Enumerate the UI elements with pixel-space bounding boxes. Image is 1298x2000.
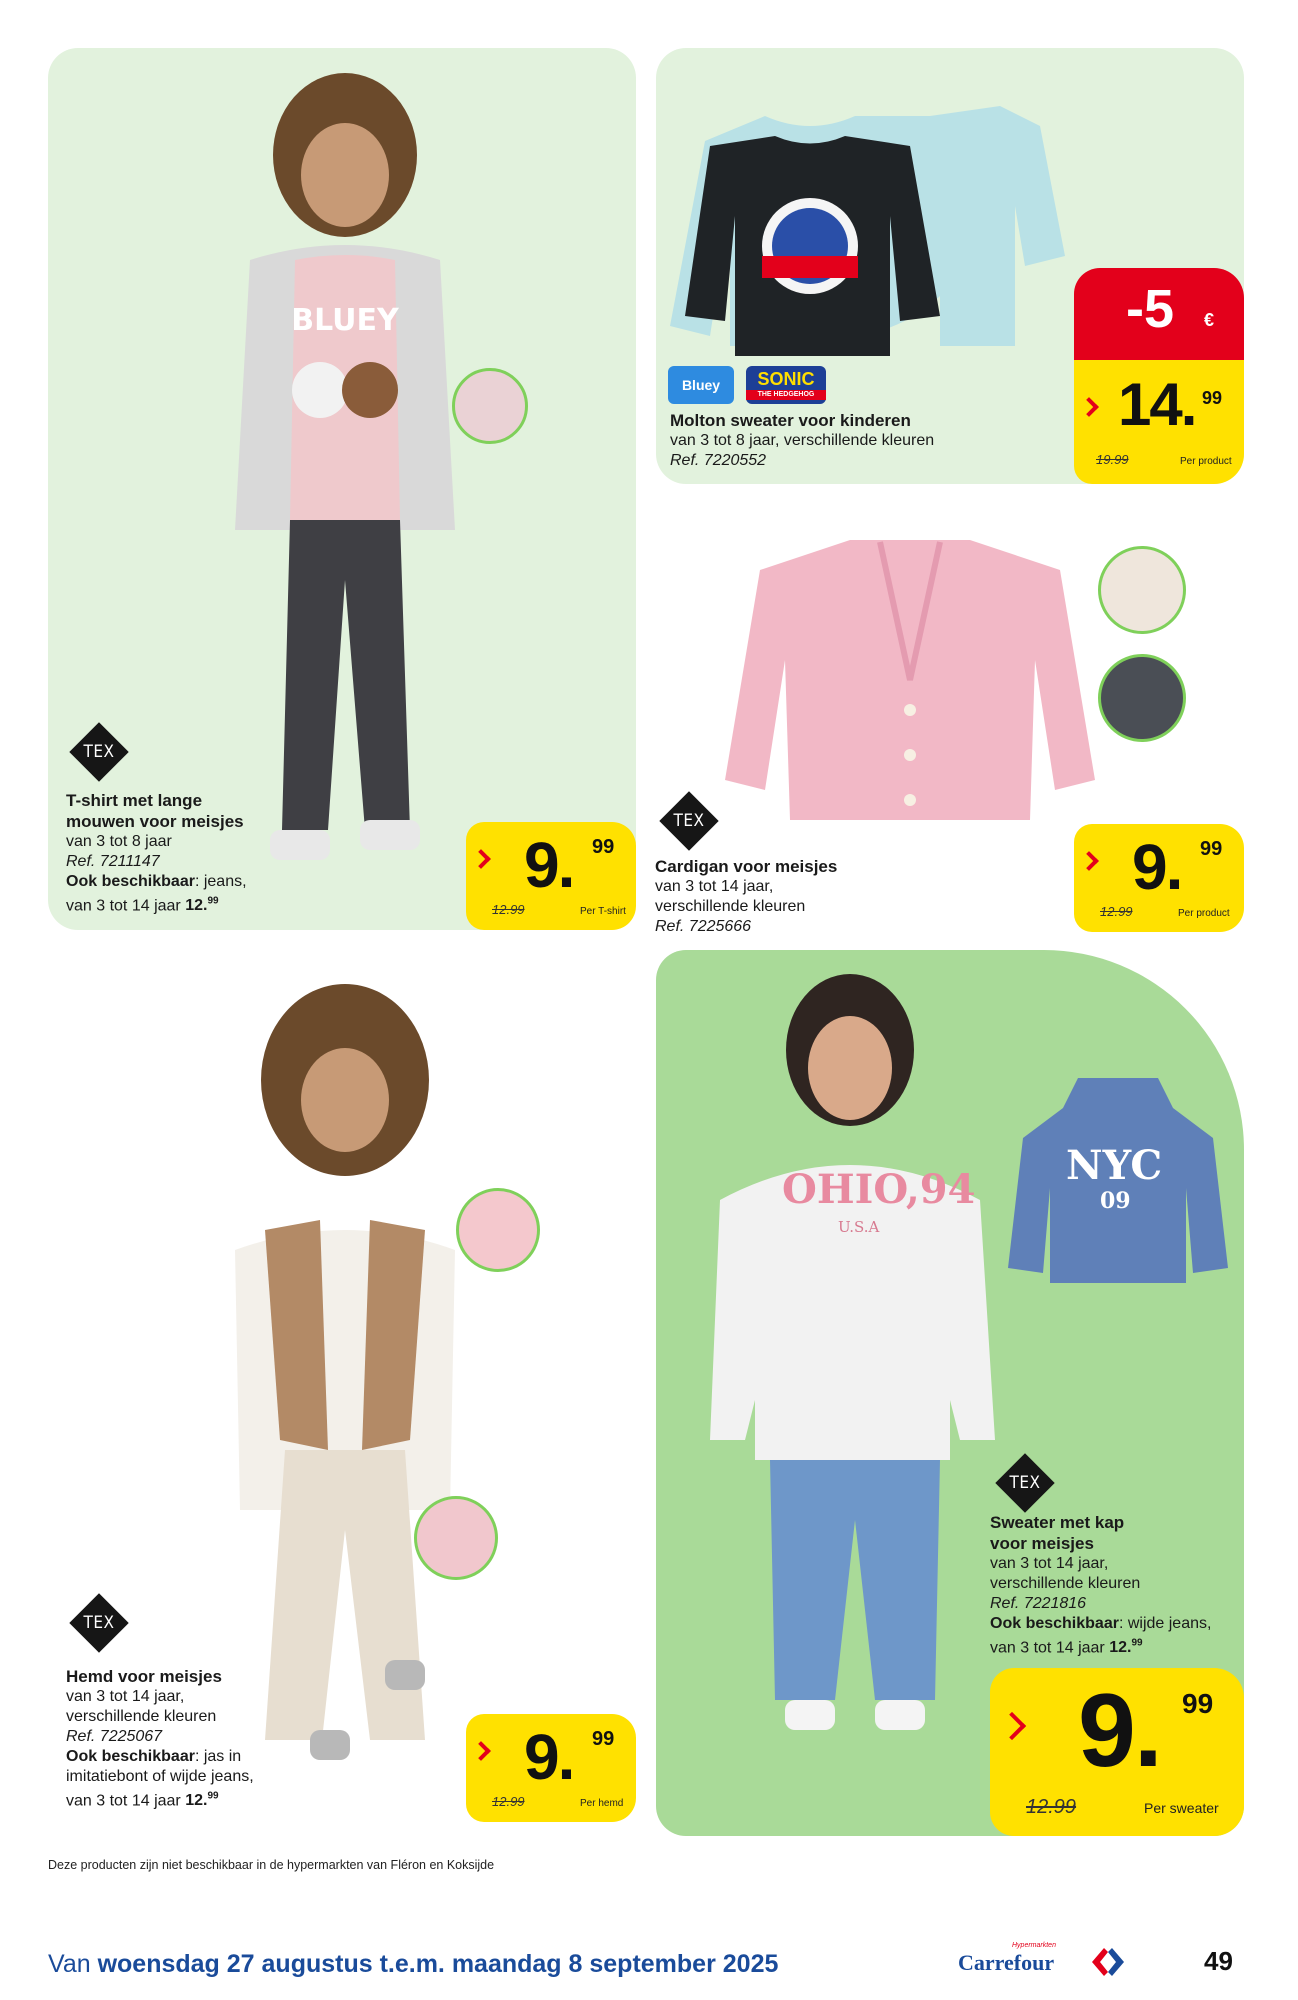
chevron-right-icon (1079, 851, 1099, 871)
sweater-kap-price-cents: 99 (1182, 1688, 1214, 1719)
tex-label: TEX (1009, 1473, 1041, 1493)
sonic-logo-text: SONIC (757, 369, 815, 389)
molton-size-range: van 3 tot 8 jaar, verschillende kleuren (670, 432, 935, 449)
molton-discount: -5 (1126, 279, 1175, 339)
tshirt-size-range: van 3 tot 8 jaar (66, 833, 172, 850)
tex-label: TEX (673, 811, 705, 831)
molton-price-tag (1074, 360, 1244, 484)
tshirt-old-price: 12.99 (492, 902, 525, 917)
molton-price-main: 14. (1118, 371, 1196, 438)
tshirt-price-tag (466, 822, 636, 930)
hemd-price-tag (466, 1714, 636, 1822)
cardigan-title: Cardigan voor meisjes (655, 857, 838, 876)
tshirt-unit: Per T-shirt (580, 906, 626, 917)
hemd-size-range: van 3 tot 14 jaar, (66, 1688, 185, 1705)
tshirt-back-swatch (452, 368, 528, 444)
hemd-unit: Per hemd (580, 1798, 624, 1809)
sweater-kap-tex-badge (996, 1454, 1054, 1512)
tshirt-tex-badge (70, 723, 128, 781)
sweater-kap-avail-line2: van 3 tot 14 jaar (990, 1639, 1105, 1657)
cardigan-unit: Per product (1178, 908, 1230, 919)
sweater-kap-avail-price: 12. (1109, 1639, 1132, 1657)
cardigan-description (655, 856, 915, 937)
hemd-rose-swatch (414, 1496, 498, 1580)
tex-label: TEX (83, 742, 115, 762)
molton-unit: Per product (1180, 456, 1232, 467)
hemd-title: Hemd voor meisjes (66, 1667, 222, 1686)
tex-label: TEX (83, 1613, 115, 1633)
sweater-print-ohio: OHIO,94 (782, 1166, 976, 1213)
molton-price-cents: 99 (1202, 388, 1223, 408)
sweater-kap-blue-variant (1008, 1078, 1228, 1288)
sweater-kap-avail-price-cents: 99 (1131, 1638, 1143, 1649)
sonic-logo-subtext: THE HEDGEHOG (746, 390, 826, 400)
hemd-old-price: 12.99 (492, 1794, 525, 1809)
hemd-avail-line3: van 3 tot 14 jaar (66, 1792, 181, 1810)
molton-old-price: 19.99 (1096, 452, 1129, 467)
sweater-kap-unit: Per sweater (1144, 1800, 1219, 1816)
sweater-kap-price-main: 9. (1078, 1673, 1161, 1789)
tshirt-product-photo (210, 60, 480, 870)
sweater-kap-colors: verschillende kleuren (990, 1575, 1141, 1592)
sweater-print-09: 09 (1100, 1188, 1131, 1214)
tshirt-avail-price: 12. (185, 897, 208, 915)
page-number: 49 (1204, 1946, 1233, 1976)
cardigan-old-price: 12.99 (1100, 904, 1133, 919)
cardigan-tex-badge (660, 792, 718, 850)
sweater-kap-product-photo (700, 960, 1010, 1780)
sweater-kap-avail-text: : wijde jeans, (1118, 1615, 1212, 1632)
cardigan-price-tag (1074, 824, 1244, 932)
tshirt-ref: Ref. 7211147 (66, 853, 160, 870)
cardigan-ref: Ref. 7225666 (655, 918, 752, 935)
hemd-price-cents: 99 (592, 1728, 615, 1750)
sweater-kap-old-price: 12.99 (1026, 1796, 1077, 1818)
chevron-right-icon (1079, 397, 1099, 417)
sweater-kap-avail-label: Ook beschikbaar (990, 1615, 1119, 1632)
hemd-pink-swatch (456, 1188, 540, 1272)
chevron-right-icon (471, 849, 491, 869)
carrefour-logo (958, 1942, 1138, 1982)
sweater-kap-title-line1: Sweater met kap (990, 1513, 1125, 1532)
sweater-kap-size-range: van 3 tot 14 jaar, (990, 1555, 1109, 1572)
tshirt-price-cents: 99 (592, 836, 615, 858)
cardigan-colors: verschillende kleuren (655, 898, 806, 915)
validity-dates (48, 1950, 778, 1979)
tshirt-avail-line2: van 3 tot 14 jaar (66, 897, 181, 915)
carrefour-logo-small: Hypermarkten (1012, 1942, 1056, 1949)
molton-discount-badge (1074, 268, 1244, 360)
molton-discount-currency: € (1204, 310, 1215, 330)
tshirt-title-line2: mouwen voor meisjes (66, 812, 244, 831)
tshirt-title-line1: T-shirt met lange (66, 791, 203, 810)
cardigan-gray-swatch (1098, 654, 1186, 742)
availability-note: Deze producten zijn niet beschikbaar in de hypermarkten van Fléron en Koksijde (48, 1858, 495, 1872)
tshirt-price-main: 9. (524, 829, 574, 901)
cardigan-price-cents: 99 (1200, 838, 1223, 860)
sweater-print-usa: U.S.A (838, 1218, 880, 1236)
bluey-logo: Bluey (668, 366, 734, 404)
hemd-description (66, 1666, 366, 1811)
molton-ref: Ref. 7220552 (670, 452, 767, 469)
validity-prefix: Van (48, 1950, 98, 1978)
sweater-print-nyc: NYC (1066, 1142, 1163, 1189)
hemd-colors: verschillende kleuren (66, 1708, 217, 1725)
tshirt-avail-price-cents: 99 (207, 896, 219, 907)
tshirt-avail-text: : jeans, (194, 873, 247, 890)
molton-description (670, 410, 1010, 471)
tshirt-description (66, 790, 366, 916)
hemd-product-photo (210, 970, 480, 1770)
chevron-right-icon (471, 1741, 491, 1761)
molton-title: Molton sweater voor kinderen (670, 411, 911, 430)
hemd-avail-line2: imitatiebont of wijde jeans, (66, 1768, 254, 1785)
tshirt-avail-label: Ook beschikbaar (66, 873, 195, 890)
chevron-right-icon (998, 1712, 1026, 1740)
validity-range: woensdag 27 augustus t.e.m. maandag 8 september 2025 (97, 1950, 779, 1978)
cardigan-cream-swatch (1098, 546, 1186, 634)
hemd-ref: Ref. 7225067 (66, 1728, 163, 1745)
hemd-avail-price: 12. (185, 1792, 208, 1810)
sweater-kap-ref: Ref. 7221816 (990, 1595, 1087, 1612)
sweater-kap-price-tag (990, 1668, 1244, 1836)
sonic-logo (746, 366, 826, 404)
carrefour-symbol-icon (1090, 1946, 1126, 1978)
svg-text:BLUEY: BLUEY (291, 303, 399, 338)
hemd-tex-badge (70, 1594, 128, 1652)
hemd-avail-label: Ook beschikbaar (66, 1748, 195, 1765)
sweater-kap-description (990, 1512, 1230, 1658)
cardigan-product-photo (700, 530, 1120, 830)
sweater-kap-title-line2: voor meisjes (990, 1534, 1094, 1553)
hemd-avail-price-cents: 99 (207, 1791, 219, 1802)
hemd-price-main: 9. (524, 1721, 574, 1793)
cardigan-price-main: 9. (1132, 831, 1182, 903)
hemd-avail-text: : jas in (194, 1748, 242, 1765)
cardigan-size-range: van 3 tot 14 jaar, (655, 878, 774, 895)
carrefour-logo-text: Carrefour (958, 1950, 1055, 1975)
